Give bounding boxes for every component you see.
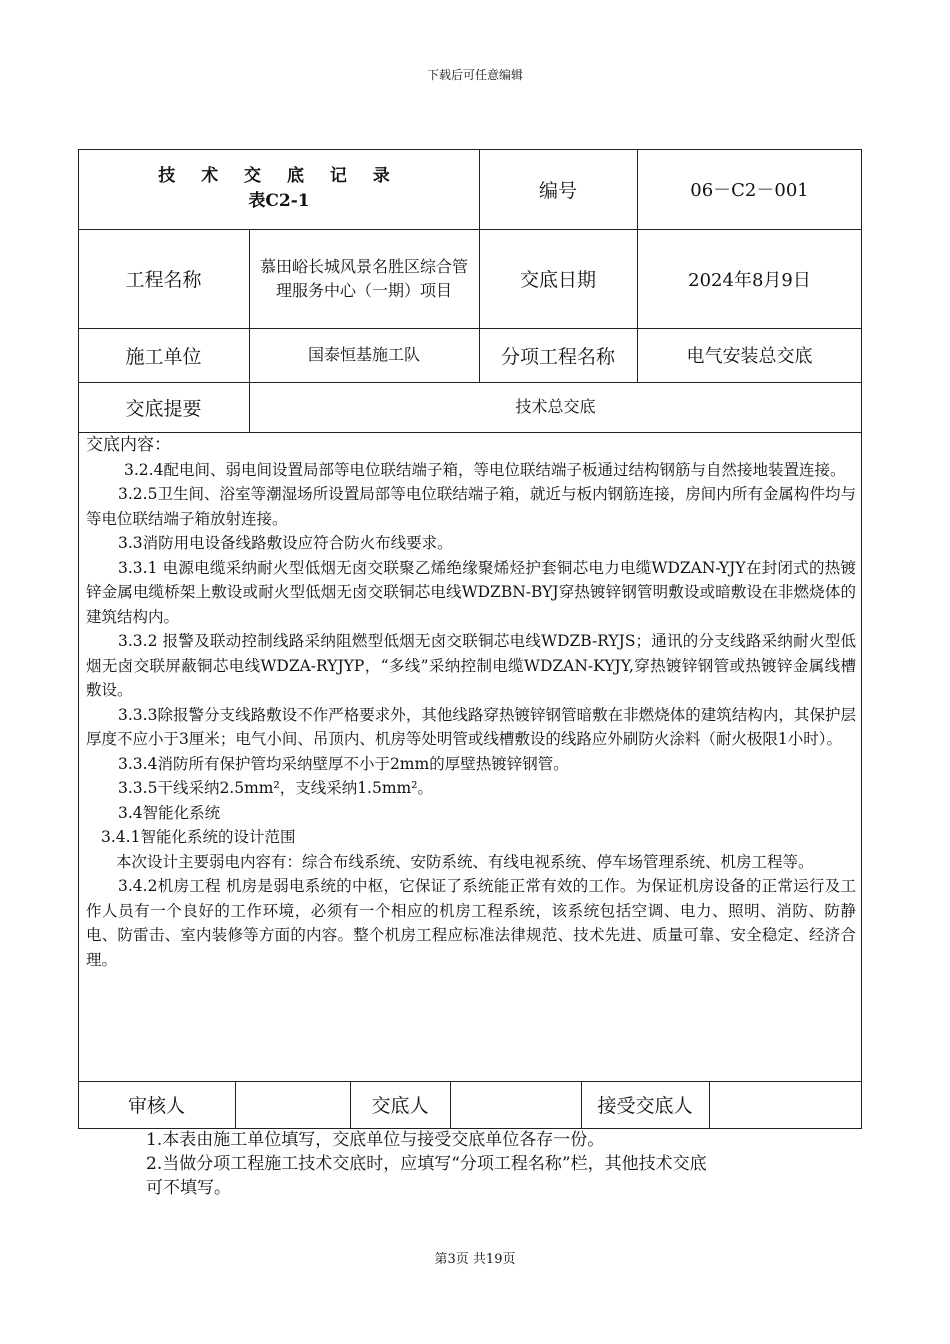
reviewer-signature-field[interactable] — [235, 1081, 350, 1128]
project-name-line1: 慕田峪长城风景名胜区综合管 — [259, 256, 468, 276]
summary-label: 交底提要 — [125, 397, 202, 420]
content-heading: 交底内容： — [86, 435, 171, 455]
discloser-signature-field[interactable] — [450, 1081, 581, 1128]
project-name-label: 工程名称 — [125, 269, 202, 291]
form-notes — [146, 1128, 826, 1200]
content-paragraph: 3.4.2机房工程 机房是弱电系统的中枢，它保证了系统能正常有效的工作。为保证机房设备的正常运行及工作人员有一个良好的工作环境，必须有一个相应的机房工程系统，该系统包括空调、电力、照明、消防、防静电、防雷击、室内装修等方面的内容。整个机房工程应标准法律规范、技术先进、质量可靠、安全稳定、经济合理。 — [86, 877, 856, 969]
header-note: 下载后可任意编辑 — [426, 68, 523, 82]
reviewer-label: 审核人 — [127, 1095, 185, 1117]
content-paragraph: 3.2.5卫生间、浴室等潮湿场所设置局部等电位联结端子箱，就近与板内钢筋连接，房间内所有金属构件均与等电位联结端子箱放射连接。 — [86, 485, 856, 528]
subproject-label: 分项工程名称 — [500, 345, 615, 368]
note-line: 1.本表由施工单位填写，交底单位与接受交底单位各存一份。 — [146, 1130, 605, 1150]
summary-value: 技术总交底 — [515, 397, 596, 416]
receiver-signature-field[interactable] — [709, 1081, 861, 1128]
content-paragraph: 3.2.4配电间、弱电间设置局部等电位联结端子箱，等电位联结端子板通过结构钢筋与自然接地装置连接。 — [124, 460, 846, 479]
content-paragraph: 3.3消防用电设备线路敷设应符合防火布线要求。 — [118, 534, 453, 552]
form-title — [78, 149, 480, 229]
project-name-line2: 理服务中心（一期）项目 — [275, 280, 452, 300]
content-paragraph: 3.3.3除报警分支线路敷设不作严格要求外，其他线路穿热镀锌钢管暗敷在非燃烧体的建筑结构内，其保护层厚度不应小于3厘米；电气小间、吊顶内、机房等处明管或线槽敷设的线路应外刷防火涂料（耐火极限1小时）。 — [86, 705, 856, 748]
form-title-sub: 表C2-1 — [248, 191, 310, 211]
note-line: 2.当做分项工程施工技术交底时，应填写“分项工程名称”栏，其他技术交底 — [146, 1154, 707, 1174]
code-label: 编号 — [538, 179, 577, 202]
contractor-label: 施工单位 — [125, 345, 202, 368]
project-name-value — [249, 229, 479, 328]
discloser-label: 交底人 — [371, 1095, 429, 1117]
content-subheading: 3.4.1智能化系统的设计范围 — [101, 828, 296, 846]
content-paragraph: 本次设计主要弱电内容有：综合布线系统、安防系统、有线电视系统、停车场管理系统、机房工程等。 — [116, 852, 814, 871]
form-title-main: 技 术 交 底 记 录 — [158, 166, 400, 186]
content-paragraph: 3.3.5干线采纳2.5mm²，支线采纳1.5mm²。 — [118, 779, 433, 797]
receiver-label: 接受交底人 — [597, 1095, 693, 1117]
content-paragraph: 3.3.2 报警及联动控制线路采纳阻燃型低烟无卤交联铜芯电线WDZB-RYJS；通讯的分支线路采纳耐火型低烟无卤交联屏蔽铜芯电线WDZA-RYJYP，“多线”采纳控制电缆WDZAN-KYJY,穿热镀锌钢管或热镀锌金属线槽敷设。 — [86, 632, 856, 699]
disclosure-date-value: 2024年8月9日 — [688, 269, 811, 291]
content-paragraph: 3.3.4消防所有保护管均采纳壁厚不小于2mm的厚壁热镀锌钢管。 — [118, 754, 569, 773]
note-line: 可不填写。 — [146, 1178, 231, 1198]
page-number: 第3页 共19页 — [434, 1252, 516, 1267]
content-subheading: 3.4智能化系统 — [118, 803, 221, 822]
contractor-value: 国泰恒基施工队 — [307, 345, 420, 364]
code-value: 06－C2－001 — [690, 180, 809, 201]
content-paragraph: 3.3.1 电源电缆采纳耐火型低烟无卤交联聚乙烯绝缘聚烯烃护套铜芯电力电缆WDZAN-YJY在封闭式的热镀锌金属电缆桥架上敷设或耐火型低烟无卤交联铜芯电线WDZBN-BYJ穿热镀锌钢管明敷设或暗敷设在非燃烧体的建筑结构内。 — [86, 558, 856, 626]
disclosure-content — [86, 433, 856, 972]
disclosure-date-label: 交底日期 — [519, 269, 596, 291]
subproject-value: 电气安装总交底 — [686, 346, 813, 367]
